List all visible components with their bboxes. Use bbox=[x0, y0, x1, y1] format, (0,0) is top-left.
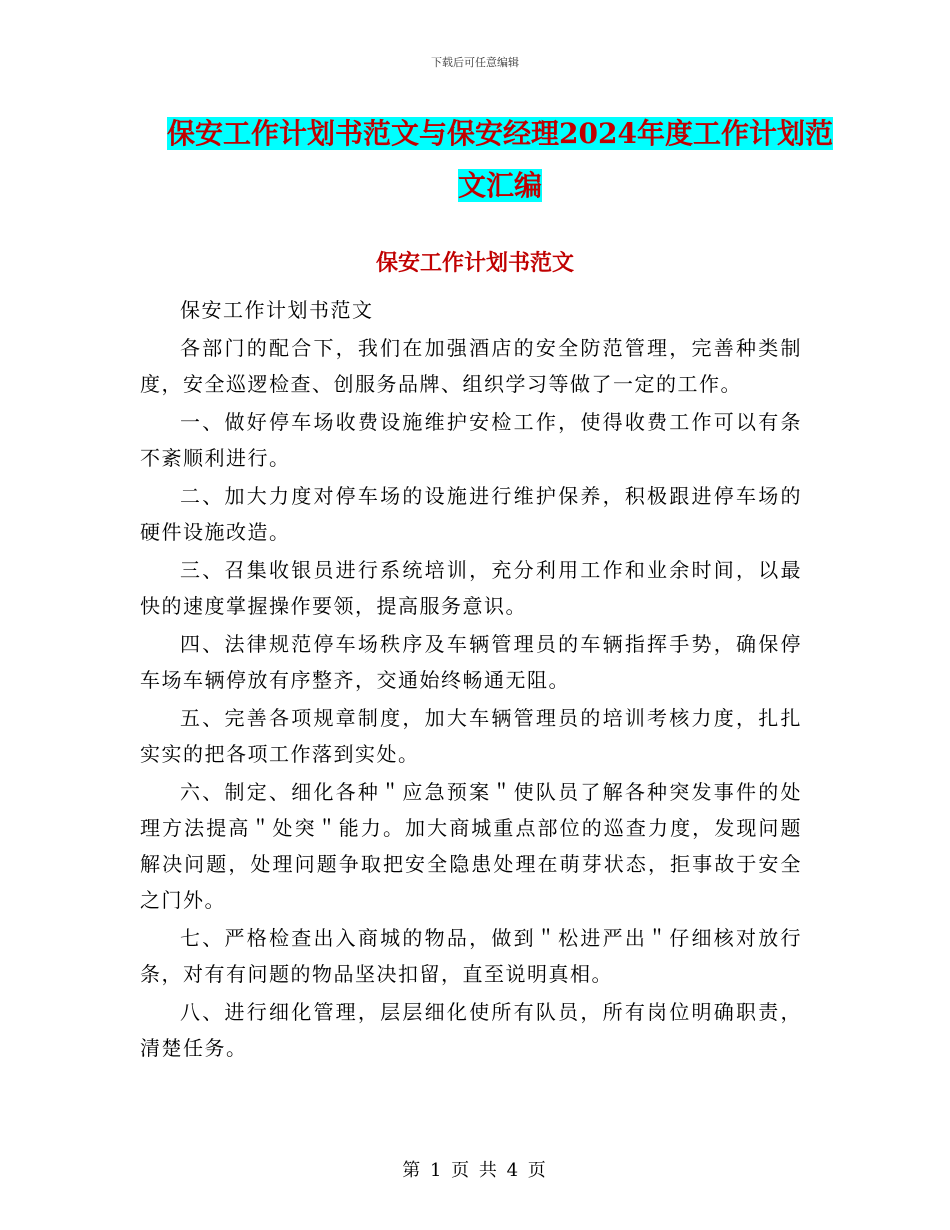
paragraph: 各部门的配合下，我们在加强酒店的安全防范管理，完善种类制度，安全巡逻检查、创服务品牌、组织学习等做了一定的工作。 bbox=[140, 336, 802, 396]
paragraph: 一、做好停车场收费设施维护安检工作，使得收费工作可以有条不紊顺利进行。 bbox=[140, 410, 802, 470]
body-content bbox=[140, 292, 802, 1068]
paragraph: 保安工作计划书范文 bbox=[180, 298, 374, 322]
paragraph: 五、完善各项规章制度，加大车辆管理员的培训考核力度，扎扎实实的把各项工作落到实处。 bbox=[140, 706, 802, 766]
section-title: 保安工作计划书范文 bbox=[375, 250, 574, 276]
paragraph: 八、进行细化管理，层层细化使所有队员，所有岗位明确职责，清楚任务。 bbox=[140, 1000, 802, 1060]
document-title bbox=[150, 108, 850, 212]
document-title-line-1: 保安工作计划书范文与保安经理2024年度工作计划范 bbox=[167, 117, 833, 150]
paragraph: 三、召集收银员进行系统培训，充分利用工作和业余时间，以最快的速度掌握操作要领，提高服务意识。 bbox=[140, 558, 802, 618]
page-number: 第 1 页 共 4 页 bbox=[402, 1160, 548, 1181]
paragraph: 六、制定、细化各种＂应急预案＂使队员了解各种突发事件的处理方法提高＂处突＂能力。加大商城重点部位的巡查力度，发现问题解决问题，处理问题争取把安全隐患处理在萌芽状态，拒事故于安全之门外。 bbox=[140, 780, 802, 912]
document-title-line-2: 文汇编 bbox=[457, 169, 542, 202]
paragraph: 七、严格检查出入商城的物品，做到＂松进严出＂仔细核对放行条，对有有问题的物品坚决扣留，直至说明真相。 bbox=[140, 926, 802, 986]
header-note: 下载后可任意编辑 bbox=[431, 56, 519, 69]
paragraph: 四、法律规范停车场秩序及车辆管理员的车辆指挥手势，确保停车场车辆停放有序整齐，交通始终畅通无阻。 bbox=[140, 632, 802, 692]
paragraph: 二、加大力度对停车场的设施进行维护保养，积极跟进停车场的硬件设施改造。 bbox=[140, 484, 802, 544]
